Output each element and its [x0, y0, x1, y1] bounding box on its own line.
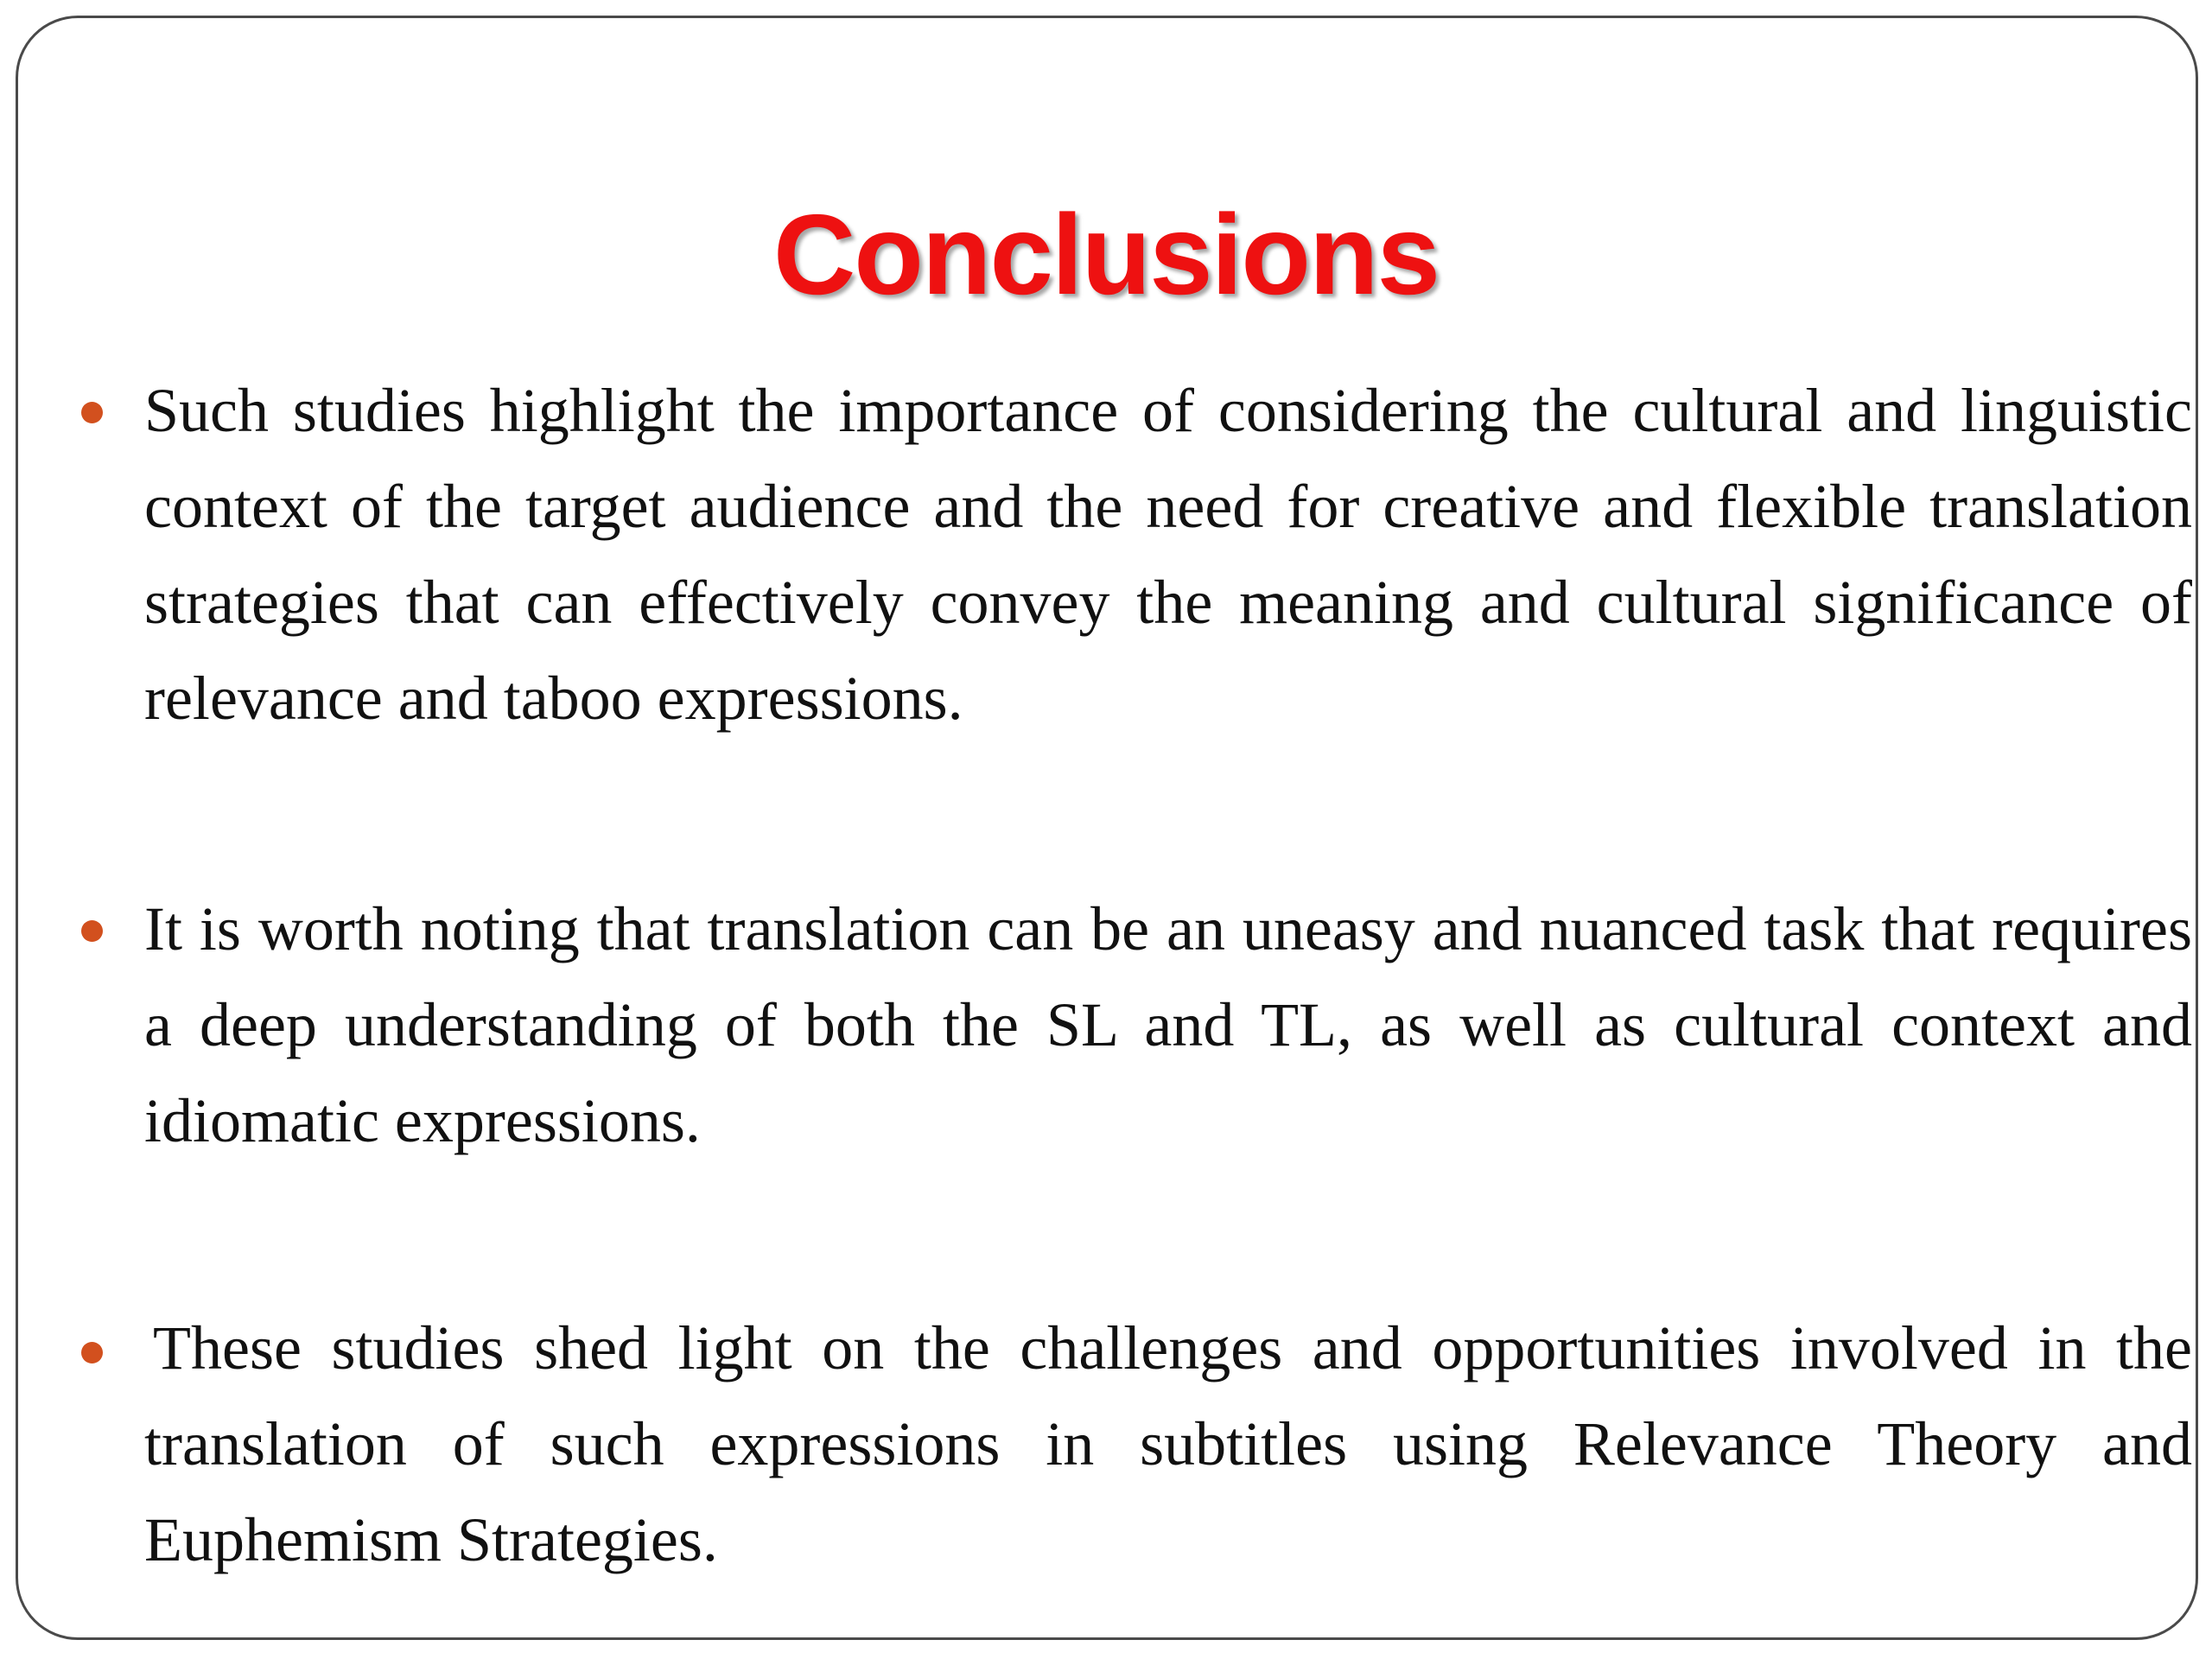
bullet-dot-icon: [81, 402, 103, 423]
bullet-text: Such studies highlight the importance of considering the cultural and linguistic context of the target audience and the need for creative and flexible translation strategies that can effectively convey the meaning and cultural significance of relevance and taboo expressions.: [144, 376, 2192, 733]
slide-title: Conclusions: [772, 191, 1440, 318]
bullet-text: These studies shed light on the challenges and opportunities involved in the translation of such expressions in subtitles using Relevance Theory and Euphemism Strategies.: [144, 1313, 2192, 1574]
bullet-text: It is worth noting that translation can be an uneasy and nuanced task that requires a deep understanding of both the SL and TL, as well as cultural context and idiomatic expressions.: [144, 894, 2192, 1155]
bullet-dot-icon: [81, 1342, 103, 1363]
bullet-item: [144, 1300, 2192, 1588]
bullet-item: [144, 881, 2192, 1169]
bullet-dot-icon: [81, 920, 103, 942]
bullet-item: [144, 363, 2192, 747]
